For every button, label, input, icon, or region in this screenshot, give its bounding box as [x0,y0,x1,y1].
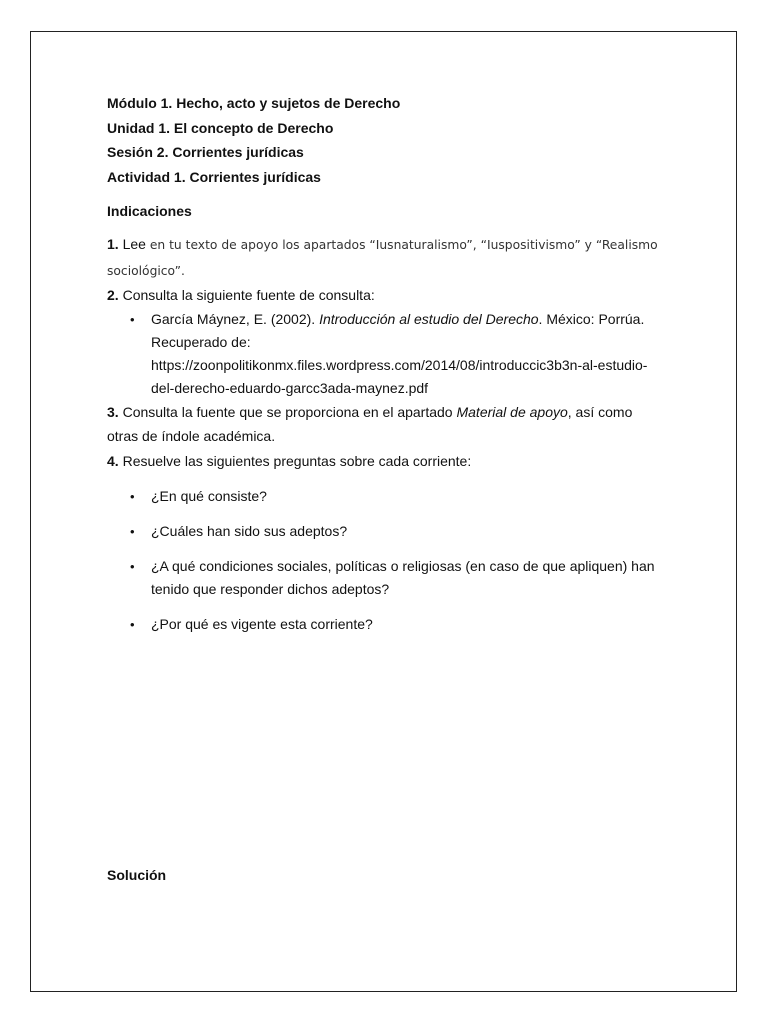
source-url-line-2: del-derecho-eduardo-garcc3ada-maynez.pdf [151,379,429,396]
question-item: • ¿En qué consiste? [107,485,667,508]
step-2 [107,283,667,308]
unit-title: Unidad 1. El concepto de Derecho [107,119,334,136]
step-3-number: 3. [107,403,119,420]
source-title: Introducción al estudio del Derecho [319,310,539,327]
step-4 [107,449,667,474]
question-item: • ¿Por qué es vigente esta corriente? [107,613,667,636]
source-author: García Máynez, E. (2002). [151,310,320,327]
document-page [30,31,737,992]
indications-heading: Indicaciones [107,203,192,219]
step-1 [107,232,667,283]
step-3-text-before: Consulta la fuente que se proporciona en el apartado [118,403,457,420]
step-3-italic: Material de apoyo [456,403,568,420]
document-content [107,91,667,636]
question-item: • ¿Cuáles han sido sus adeptos? [107,520,667,543]
source-url-line-1: https://zoonpolitikonmx.files.wordpress.com/2014/08/introduccic3b3n-al-estudio- [151,356,648,373]
step-1-text: en tu texto de apoyo los apartados “Iusnaturalismo”, “Iuspositivismo” y “Realismo sociológico”. [107,238,658,278]
step-2-number: 2. [107,287,119,303]
source-list [107,308,667,400]
step-3-text-after: , así como otras de índole académica. [107,403,633,444]
step-1-lead: Lee [122,236,146,252]
questions-list [107,485,667,636]
source-publisher: . México: Porrúa. [538,310,645,327]
session-title: Sesión 2. Corrientes jurídicas [107,144,304,160]
solution-heading: Solución [107,867,167,883]
module-title: Módulo 1. Hecho, acto y sujetos de Derecho [107,95,401,111]
step-4-number: 4. [107,452,119,469]
step-4-text: Resuelve las siguientes preguntas sobre cada corriente: [118,452,472,469]
step-1-number: 1. [107,236,119,252]
step-2-text: Consulta la siguiente fuente de consulta: [118,287,375,303]
source-item [107,308,667,400]
question-item: • ¿A qué condiciones sociales, políticas o religiosas (en caso de que apliquen) han tenido que responder dichos adeptos? [107,555,667,601]
source-recovered-label: Recuperado de: [151,333,251,350]
activity-title: Actividad 1. Corrientes jurídicas [107,168,321,185]
step-3 [107,400,667,449]
